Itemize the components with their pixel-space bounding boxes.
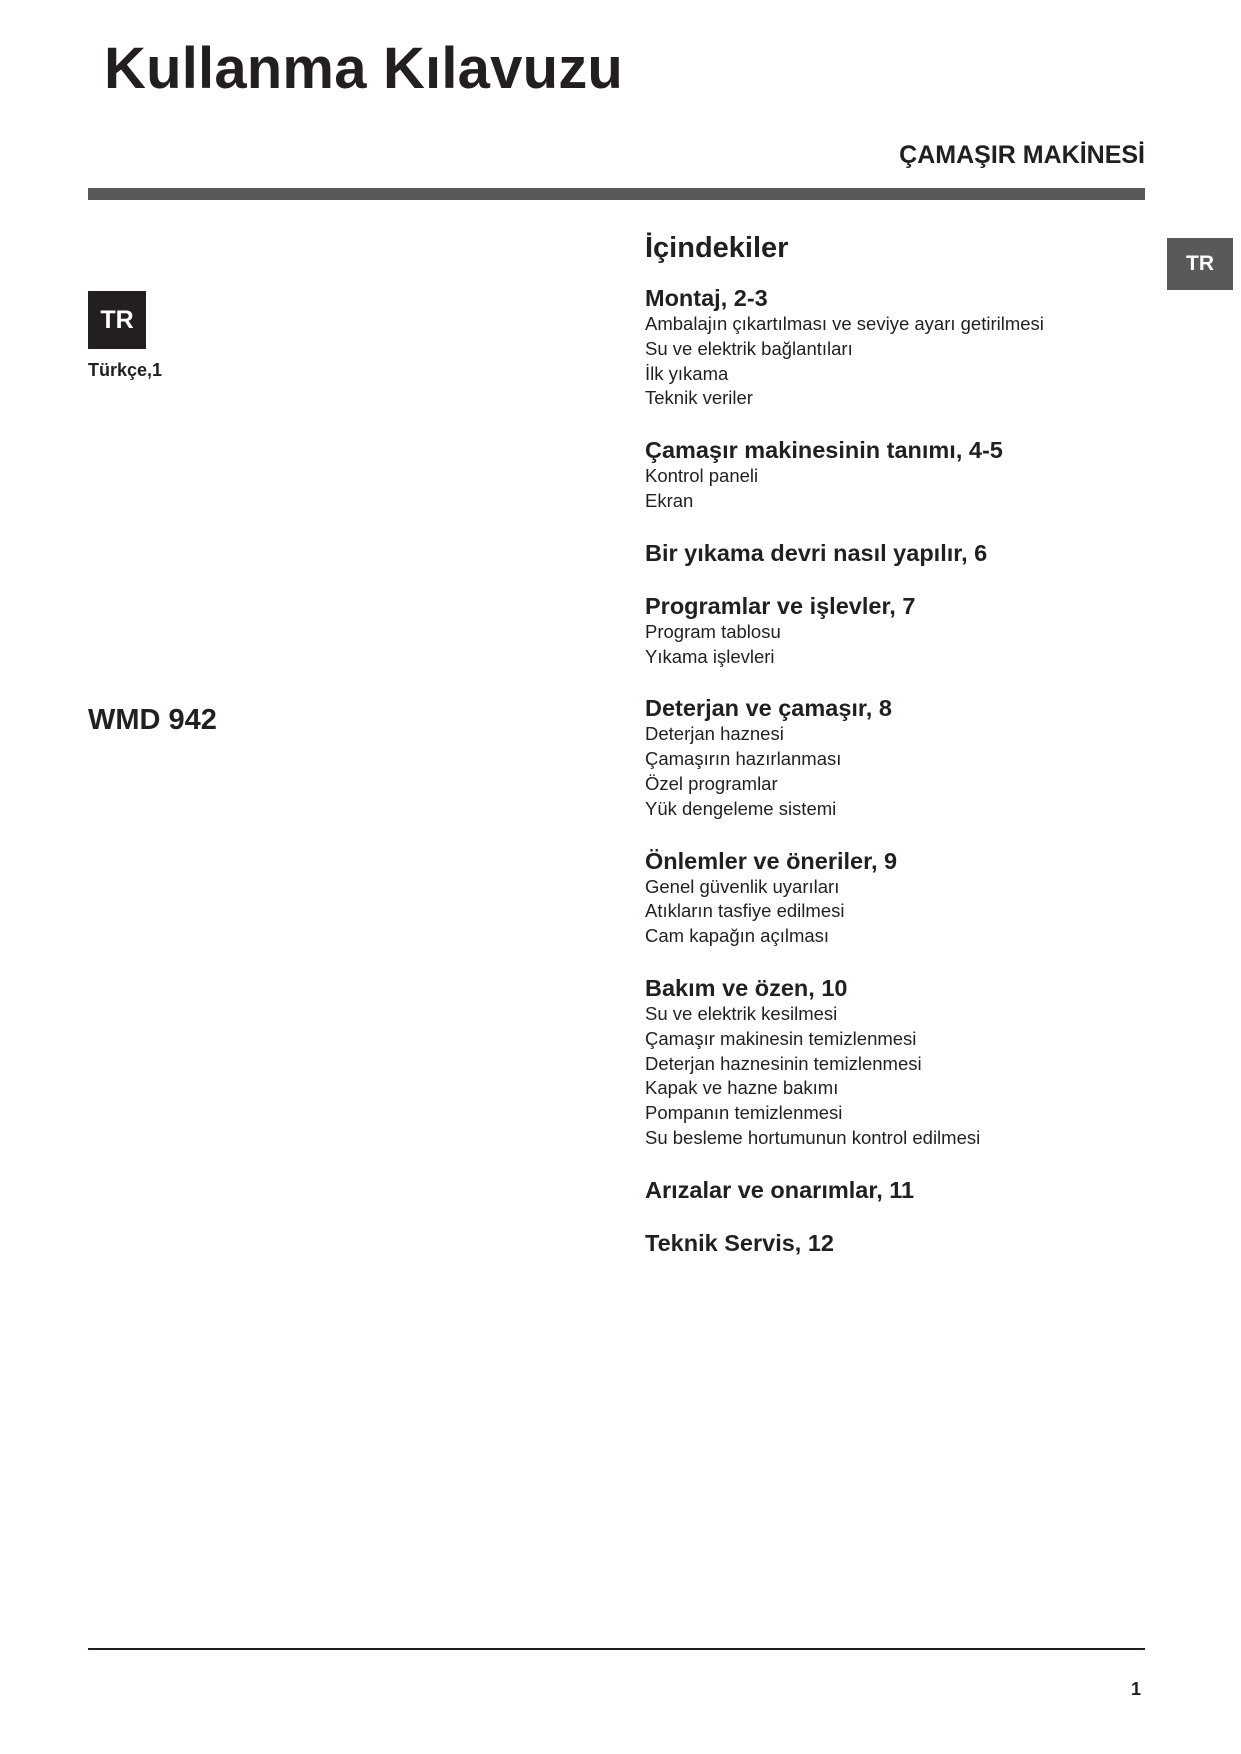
toc-subitem: Program tablosu <box>645 620 781 642</box>
toc-subitem-list <box>645 620 1165 670</box>
toc-subitem: Yük dengeleme sistemi <box>645 797 837 819</box>
toc-subitem: Su besleme hortumunun kontrol edilmesi <box>645 1126 981 1148</box>
header-divider <box>88 188 1145 200</box>
toc-section <box>645 847 1165 949</box>
toc-subitem: Su ve elektrik kesilmesi <box>645 1002 838 1024</box>
model-name: WMD 942 <box>88 704 217 736</box>
language-edge-tab: TR <box>1167 238 1233 290</box>
toc-section <box>645 694 1165 821</box>
toc-subitem: Kapak ve hazne bakımı <box>645 1077 839 1099</box>
toc-subitem: Cam kapağın açılması <box>645 925 830 947</box>
toc-section-title: Çamaşır makinesinin tanımı, 4-5 <box>645 437 1003 464</box>
toc-subitem: Yıkama işlevleri <box>645 645 775 667</box>
toc-subitem-list <box>645 464 1165 514</box>
toc-subitem: Deterjan haznesi <box>645 723 784 745</box>
toc-section <box>645 1176 1165 1204</box>
toc-heading: İçindekiler <box>645 232 789 264</box>
toc-subitem: İlk yıkama <box>645 362 729 384</box>
table-of-contents <box>645 230 1165 1282</box>
toc-section <box>645 1229 1165 1257</box>
toc-subitem: Deterjan haznesinin temizlenmesi <box>645 1052 922 1074</box>
toc-subitem: Atıkların tasfiye edilmesi <box>645 900 845 922</box>
toc-subitem-list <box>645 1002 1165 1151</box>
toc-sections <box>645 284 1165 1257</box>
toc-subitem: Teknik veriler <box>645 387 753 409</box>
toc-section-title: Bakım ve özen, 10 <box>645 974 848 1001</box>
toc-subitem-list <box>645 312 1165 411</box>
toc-section-title: Arızalar ve onarımlar, 11 <box>645 1176 915 1203</box>
toc-subitem: Çamaşırın hazırlanması <box>645 748 842 770</box>
document-subtitle: ÇAMAŞIR MAKİNESİ <box>899 141 1145 169</box>
toc-subitem-list <box>645 875 1165 949</box>
language-badge: TR <box>88 291 146 349</box>
toc-section <box>645 592 1165 670</box>
toc-section-title: Önlemler ve öneriler, 9 <box>645 847 898 874</box>
toc-subitem: Ambalajın çıkartılması ve seviye ayarı getirilmesi <box>645 313 1044 334</box>
toc-section <box>645 539 1165 567</box>
toc-section-title: Montaj, 2-3 <box>645 285 768 311</box>
language-label: Türkçe,1 <box>88 360 163 380</box>
footer-divider <box>88 1648 1145 1650</box>
toc-section <box>645 284 1165 411</box>
toc-subitem: Genel güvenlik uyarıları <box>645 875 840 897</box>
toc-section <box>645 436 1165 514</box>
toc-section-title: Deterjan ve çamaşır, 8 <box>645 695 892 722</box>
toc-section <box>645 974 1165 1151</box>
toc-subitem: Çamaşır makinesin temizlenmesi <box>645 1027 917 1049</box>
toc-subitem: Özel programlar <box>645 772 778 794</box>
toc-subitem: Kontrol paneli <box>645 465 759 487</box>
toc-subitem: Ekran <box>645 489 694 511</box>
toc-section-title: Bir yıkama devri nasıl yapılır, 6 <box>645 539 988 566</box>
document-title: Kullanma Kılavuzu <box>104 36 624 101</box>
toc-subitem: Su ve elektrik bağlantıları <box>645 337 853 359</box>
toc-section-title: Programlar ve işlevler, 7 <box>645 592 916 619</box>
toc-subitem-list <box>645 722 1165 821</box>
toc-subitem: Pompanın temizlenmesi <box>645 1102 843 1124</box>
toc-section-title: Teknik Servis, 12 <box>645 1229 834 1256</box>
page-number: 1 <box>1130 1679 1141 1699</box>
